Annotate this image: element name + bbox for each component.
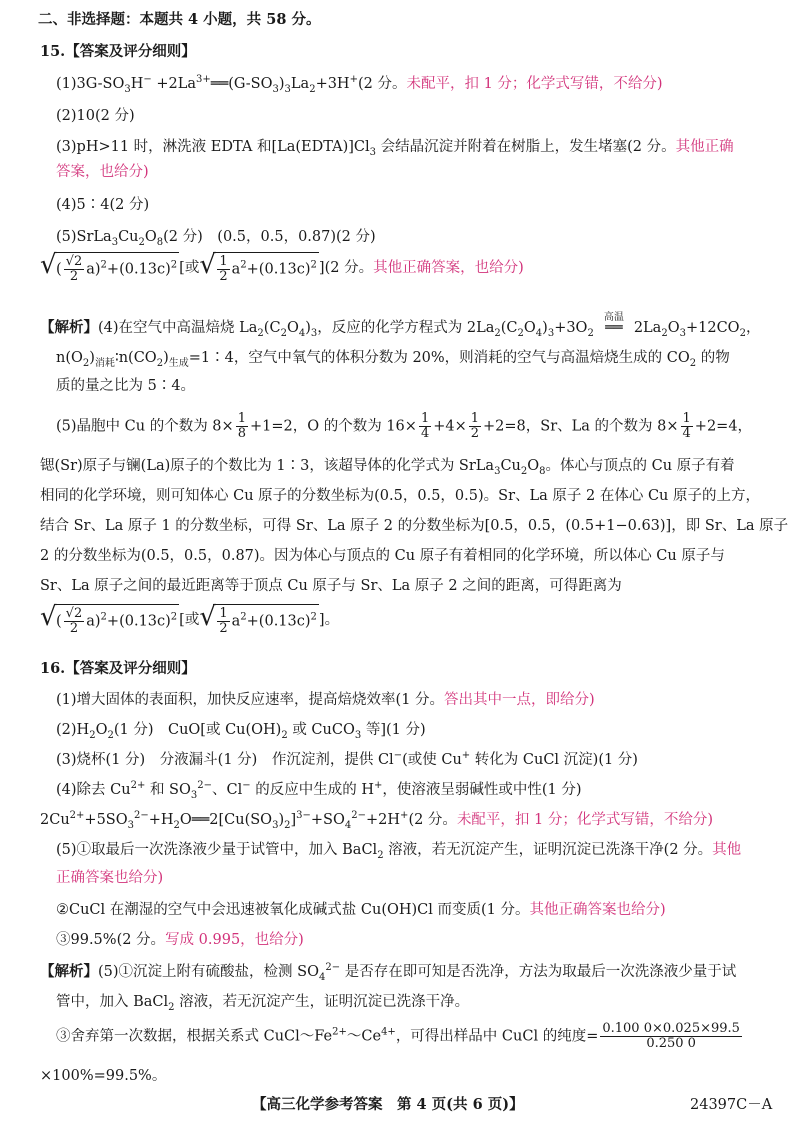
q16-answer-4-equation: $2Cu^{2+}+5SO_3^{2-}+H_2O══2[Cu(SO_3)_2]^{3-}+SO_4^{2-}+2H^+(2$ 分。未配平，扣 1 分；化学式写错，不给分) bbox=[40, 810, 714, 831]
q16-analysis-4: ×100%=99.5%。 bbox=[40, 1068, 167, 1084]
q15-answer-1: $(1)3G-SO_3H^-$ $+2La^{3+}══(G-SO_3)_3La_2+3H^+(2$ 分。未配平，扣 1 分；化学式写错，不给分) bbox=[56, 74, 663, 95]
q15-analysis-6: 相同的化学环境，则可知体心 Cu 原子的分数坐标为(0.5，0.5，0.5)。Sr、La 原子 2 在体心 Cu 原子的上方， bbox=[40, 488, 760, 504]
q15-analysis-7: 结合 Sr、La 原子 1 的分数坐标，可得 Sr、La 原子 2 的分数坐标为[0.5，0.5，(0.5+1−0.63)]，即 Sr、La 原子 bbox=[40, 518, 789, 534]
purity-fraction: $\frac{0.100 0\times 0.025\times 99.5}{0.250 0}$ bbox=[602, 1021, 740, 1051]
q15-answer-5: $(5)SrLa_3Cu_2O_8(2$ 分) (0.5，0.5，0.87)(2 分) bbox=[56, 229, 376, 248]
q15-answer-5-formula: √ ( $\frac{√2}{2}$ $a)^2+(0.13c)^2$ [或 √ $\frac{1}{2}$ $a^2+(0.13c)^2$ ](2 分。其他正确答案，也给分) bbox=[40, 250, 524, 284]
sqrt-expression: √ ( $\frac{√2}{2}$ $a)^2+(0.13c)^2$ bbox=[40, 250, 178, 284]
q15-answer-2: (2)10(2 分) bbox=[56, 108, 135, 124]
q15-analysis-8: 2 的分数坐标为(0.5，0.5，0.87)。因为体心与顶点的 Cu 原子有着相同的化学环境，所以体心 Cu 原子与 bbox=[40, 548, 725, 564]
q15-analysis-2: $n(O_2)_{消耗}∶n(CO_2)_{生成}=1∶4$，空气中氧气的体积分数为 20%，则消耗的空气与高温焙烧生成的 $CO_2$ 的物 bbox=[56, 350, 730, 369]
q15-answer-4: (4)5∶4(2 分) bbox=[56, 197, 150, 213]
q16-answer-3: (3)烧杯(1 分) 分液漏斗(1 分) 作沉淀剂，提供 Cl−(或使 Cu+ 转化为 CuCl 沉淀)(1 分) bbox=[56, 750, 638, 768]
q16-answer-4: (4)除去 $Cu^{2+}$ 和 $SO_3^{2-}$、Cl− 的反应中生成的 H+，使溶液呈弱碱性或中性(1 分) bbox=[56, 780, 582, 801]
section-title: 二、非选择题：本题共 4 小题，共 58 分。 bbox=[38, 11, 321, 28]
q15-analysis-1: 【解析】(4)在空气中高温焙烧 $La_2(C_2O_4)_3$，反应的化学方程式为 $2La_2(C_2O_4)_3+3O_2$ 高温 ══ $2La_2O_3+12CO_2$， bbox=[40, 312, 761, 339]
q16-analysis-2: 管中，加入 BaCl$_2$ 溶液，若无沉淀产生，证明沉淀已洗涤干净。 bbox=[56, 994, 470, 1013]
q16-answer-5-1-cont: 正确答案也给分) bbox=[56, 870, 164, 886]
q16-answer-2: $(2)H_2O_2(1$ 分) CuO[或 $Cu(OH)_2$ 或 CuCO$_3$ 等](1 分) bbox=[56, 722, 426, 741]
footer-page-info: 【高三化学参考答案 第 4 页(共 6 页)】 bbox=[252, 1096, 524, 1113]
q15-analysis-4: (5)晶胞中 Cu 的个数为 8× $\frac{1}{8}$ +1=2，O 的个数为 16× $\frac{1}{4}$ +4× $\frac{1}{2}$ +2=8，Sr、La 的个数为 8× $\frac{1}{4}$ +2=4， bbox=[56, 411, 753, 441]
sqrt-expression-alt: √ $\frac{1}{2}$ $a^2+(0.13c)^2$ bbox=[199, 250, 317, 284]
q15-analysis-5: 锶(Sr)原子与镧(La)原子的个数比为 1∶3，该超导体的化学式为 $SrLa_3Cu_2O_8$。体心与顶点的 Cu 原子有着 bbox=[40, 458, 735, 477]
q15-analysis-3: 质的量之比为 5∶4。 bbox=[56, 378, 196, 394]
q16-analysis-3: ③舍弃第一次数据，根据关系式 $CuCl\sim Fe^{2+}\sim Ce^{4+}$，可得出样品中 CuCl 的纯度= $\frac{0.100 0\times 0.025\times 99.5}{0.250 0}$ bbox=[56, 1021, 740, 1051]
q16-header: 16.【答案及评分细则】 bbox=[40, 660, 196, 677]
q16-analysis-1: 【解析】(5)①沉淀上附有硫酸盐，检测 $SO_4^{2-}$ 是否存在即可知是否洗净，方法为取最后一次洗涤液少量于试 bbox=[40, 962, 737, 983]
footer-code: 24397C－A bbox=[690, 1097, 773, 1113]
q15-analysis-9: Sr、La 原子之间的最近距离等于顶点 Cu 原子与 Sr、La 原子 2 之间的距离，可得距离为 bbox=[40, 578, 622, 594]
q15-answer-3-cont: 答案，也给分) bbox=[56, 164, 149, 180]
q15-analysis-formula: √ ( $\frac{√2}{2}$ $a)^2+(0.13c)^2$ [或 √ $\frac{1}{2}$ $a^2+(0.13c)^2$ ]。 bbox=[40, 602, 340, 636]
q16-answer-5-3: ③99.5%(2 分。写成 0.995，也给分) bbox=[56, 932, 304, 948]
q16-answer-5-1: (5)①取最后一次洗涤液少量于试管中，加入 BaCl$_2$ 溶液，若无沉淀产生，证明沉淀已洗涤干净(2 分。其他 bbox=[56, 842, 742, 861]
q15-header: 15.【答案及评分细则】 bbox=[40, 43, 196, 60]
q16-answer-5-2: ②CuCl 在潮湿的空气中会迅速被氧化成碱式盐 Cu(OH)Cl 而变质(1 分。其他正确答案也给分) bbox=[56, 902, 666, 918]
q15-answer-3: (3)pH>11 时，淋洗液 EDTA 和$[La(EDTA)]Cl_3$ 会结晶沉淀并附着在树脂上，发生堵塞(2 分。其他正确 bbox=[56, 139, 734, 158]
q16-answer-1: (1)增大固体的表面积，加快反应速率，提高焙烧效率(1 分。答出其中一点，即给分) bbox=[56, 692, 595, 708]
